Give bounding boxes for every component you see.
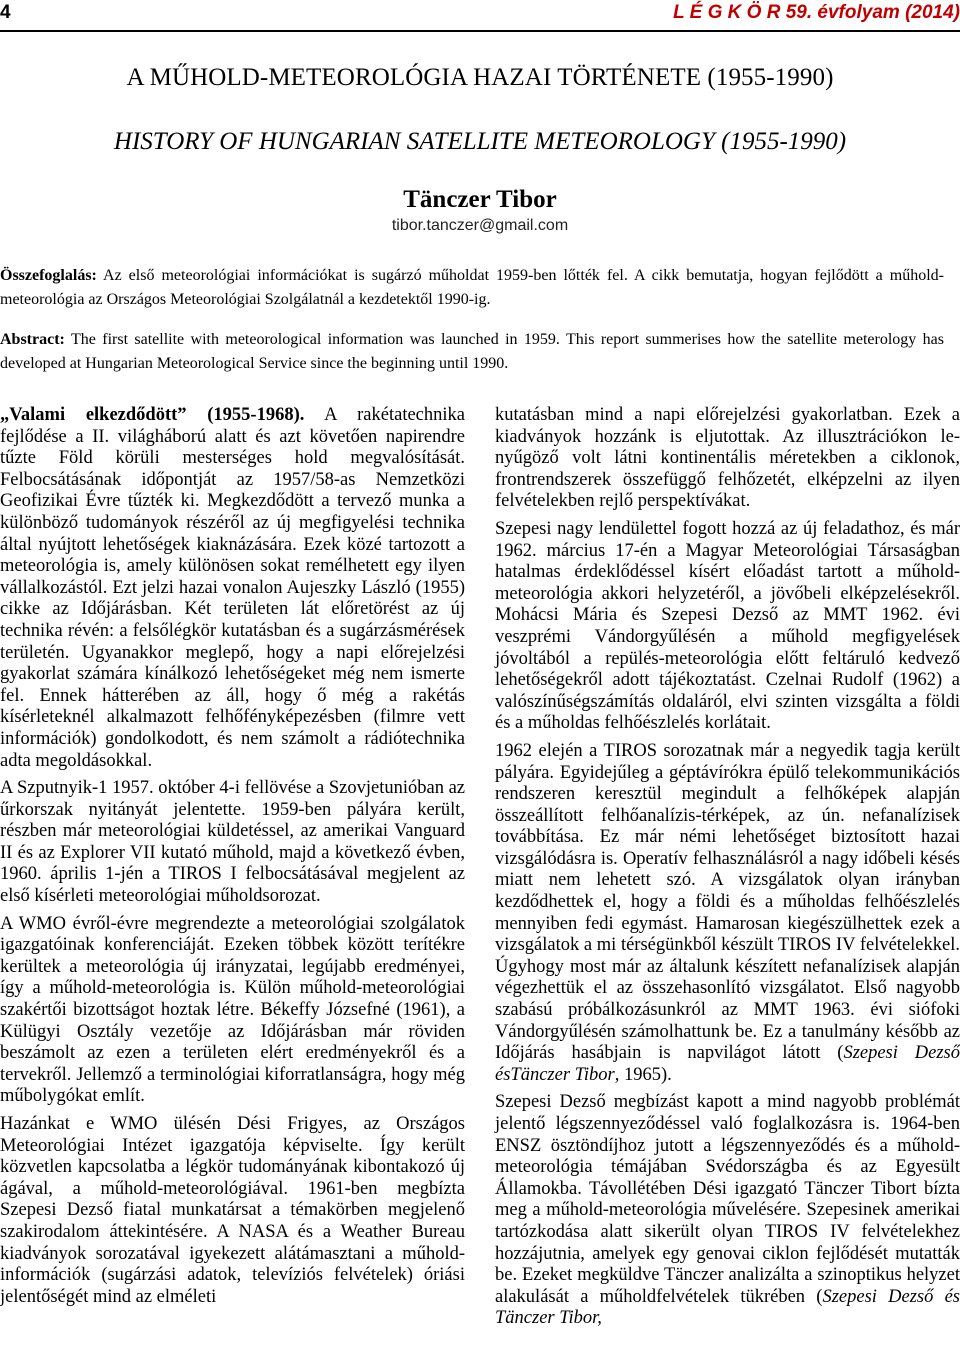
abstract-hungarian-label: Összefoglalás: (0, 267, 97, 284)
paragraph: A WMO évről-évre megrendezte a meteorológiai szolgálatok igazgatóinak konferenciáját. Ezeken többek között terítékre kerültek a meteorológia új irányzatai, legújabb eredményei, így a műhold-meteorológia is. Külön műhold-meteorológiai szakértői bizottságot hoztak létre. Békeffy Józsefné (1961), a Külügyi Osztály vezetője az Időjárásban már röviden beszámolt az ezen a területen elért eredményekről és a tervekről. Jellemző a terminológiai kiforratlanságra, hogy még műbolygókat említ. (0, 913, 465, 1107)
abstract-hungarian (0, 264, 944, 312)
journal-running-head: L É G K Ö R 59. évfolyam (2014) (673, 2, 960, 23)
paragraph (0, 405, 465, 772)
paragraph (495, 1092, 960, 1330)
abstract-hungarian-text: Az első meteorológiai információkat is sugárzó műholdat 1959-ben lőtték fel. A cikk bemutatja, hogyan fejlődött a műhold-meteorológia az Országos Meteorológiai Szolgálatnál a kezdetektől 1990-ig. (0, 267, 944, 308)
paragraph-text: A rakétatechnika fejlődése a II. világháború alatt és azt követően napirendre tűzte Föld körüli mesterséges hold megvalósítását. Felbocsátásának időpontját az 1957/58-as Nemzetközi Geofizikai Évre tűzték ki. Megkezdődött a tervező munka a különböző tudományok részéről az új megfigyelési technika által nyújtott lehetőségek kiaknázására. Ezek közé tartozott a meteorológia is, amely különösen sokat remélhetett egy ilyen vállalkozástól. Ezt jelzi hazai vonalon Aujeszky László (1955) cikke az Időjárásban. Két területen lát előretörést az új technika révén: a felsőlégkör kutatásban és a sugárzásmérések területén. Ugyanakkor meglepő, hogy a napi előrejelzési gyakorlat számára kínálkozó lehetőségeket még nem ismerte fel. Ennek hátterében az áll, hogy ő még a rakétás kísérleteknél alkalmazott felhőfényképezésben (filmre vett információk) gondolkodott, és nem számolt a rádiótechnika adta megoldásokkal. (0, 405, 465, 771)
paragraph: kutatásban mind a napi előrejelzési gyakorlatban. Ezek a kiadványok hozzánk is eljutottak. Az illusztrációkon lenyűgöző volt látni kontinentális méretekben a ciklonok, frontrendszerek összefüggő felhőzetét, elképzelni az ilyen felvételekben rejlő perspektívákat. (495, 405, 960, 512)
right-column (495, 405, 960, 1330)
page-number: 4 (0, 2, 11, 23)
paragraph: Szepesi nagy lendülettel fogott hozzá az új feladathoz, és már 1962. március 17-én a Magyar Meteorológiai Társaságban hatalmas érdeklődéssel kísért előadást tartott a műhold-meteorológia akkori helyzetéről, a jövőbeli elképzelésekről. Mohácsi Mária és Szepesi Dezső az MMT 1962. évi veszprémi Vándorgyűlésén a műhold megfigyelések jóvoltából a repülés-meteorológia előtt feltáruló kedvező lehetőségekről adott tájékoztatást. Czelnai Rudolf (1962) a valószínűségszámítás oldaláról, elvi szinten vizsgálta a földi és a műholdas felhőészlelés korlátait. (495, 518, 960, 734)
left-column (0, 405, 465, 1308)
author-name: Tänczer Tibor (403, 186, 557, 213)
paragraph-text: , 1965). (614, 1064, 672, 1085)
paragraph-text: Szepesi Dezső megbízást kapott a mind nagyobb problémát jelentő légszennyeződéssel való foglalkozásra is. 1964-ben ENSZ ösztöndíjhoz jutott a légszennyeződés és a műhold-meteorológia témájában Svédországba és az Egyesült Államokba. Távollétében Dési igazgató Tänczer Tibort bízta meg a műhold-meteorológia művelésére. Szepesinek amerikai tartózkodása alatt sikerült olyan TIROS IV felvételekhez hozzájutnia, amelyek egy genovai ciklon fejlődését mutatták be. Ezeket megküldve Tänczer analizálta a szinoptikus helyzet alakulását a műholdfelvételek tükrében ( (495, 1092, 960, 1307)
abstract-english (0, 328, 944, 376)
author-email[interactable]: tibor.tanczer@gmail.com (391, 217, 569, 234)
citation-reference: Szepesi Dezső ésTänczer Tibor (495, 1043, 960, 1085)
section-heading: „Valami elkezdődött” (1955-1968). (0, 405, 305, 425)
article-title-english: HISTORY OF HUNGARIAN SATELLITE METEOROLOGY (1955-1990) (113, 128, 847, 155)
paragraph-text: 1962 elején a TIROS sorozatnak már a negyedik tagja került pályára. Egyidejűleg a géptávírókra épülő telekommunikációs rendszeren keresztül megindult a felhőképek alapján összeállított felhőanalízis-térképek, az ún. nefanalízisek továbbítása. Ez már némi lehetőséget biztosított hazai vizsgálódásra is. Operatív felhasználásról a nagy időbeli késés miatt nem lehetett szó. A vizsgálatok olyan irányban kezdődhettek el, hogy a földi és a műholdas felhőészlelés mennyiben fedi egymást. Hamarosan kiegészülhettek ezek a vizsgálatok a mi térségünkből készült TIROS IV felvételekkel. Úgyhogy most már az általunk készített nefanalízisek alapján végezhettük el az összehasonlító vizsgálatot. Első nagyobb szabású próbálkozásunkról az MMT 1963. évi siófoki Vándorgyűlésén számolhattunk be. Ez a tanulmány később az Időjárás hasábjain is napvilágot látott ( (495, 740, 960, 1064)
paragraph: Hazánkat e WMO ülésén Dési Frigyes, az Országos Meteorológiai Intézet igazgatója képviselte. Így került közvetlen kapcsolatba a légkör tudományának kibontakozó új ágával, a műhold-meteorológiával. 1961-ben megbízta Szepesi Dezső fiatal munkatársat a témakörben megjelenő szakirodalom áttekintésére. A NASA és a Weather Bureau kiadványok sorozatával igyekezett alátámasztani a műhold-információk (sugárzási adatok, televíziós felvételek) óriási jelentőségét mind az elméleti (0, 1114, 465, 1307)
article-title-hungarian: A MŰHOLD-METEOROLÓGIA HAZAI TÖRTÉNETE (1955-1990) (126, 64, 834, 91)
paragraph (495, 741, 960, 1087)
abstract-english-label: Abstract: (0, 331, 65, 348)
abstract-english-text: The first satellite with meteorological information was launched in 1959. This report summerises how the satellite meterology has developed at Hungarian Meteorological Service since the beginning until 1990. (0, 331, 944, 372)
running-header (0, 0, 960, 32)
paragraph: A Szputnyik-1 1957. október 4-i fellövése a Szovjetunióban az űrkorszak nyitányát jelentette. 1959-ben pályára került, részben már meteorológiai küldetéssel, az amerikai Vanguard II és az Explorer VII kutató műhold, majd a következő évben, 1960. április 1-jén a TIROS I felbocsátásával megjelent az első kísérleti meteorológiai műholdsorozat. (0, 778, 465, 907)
citation-reference: Szepesi Dezső és Tänczer Tibor, (495, 1286, 960, 1329)
